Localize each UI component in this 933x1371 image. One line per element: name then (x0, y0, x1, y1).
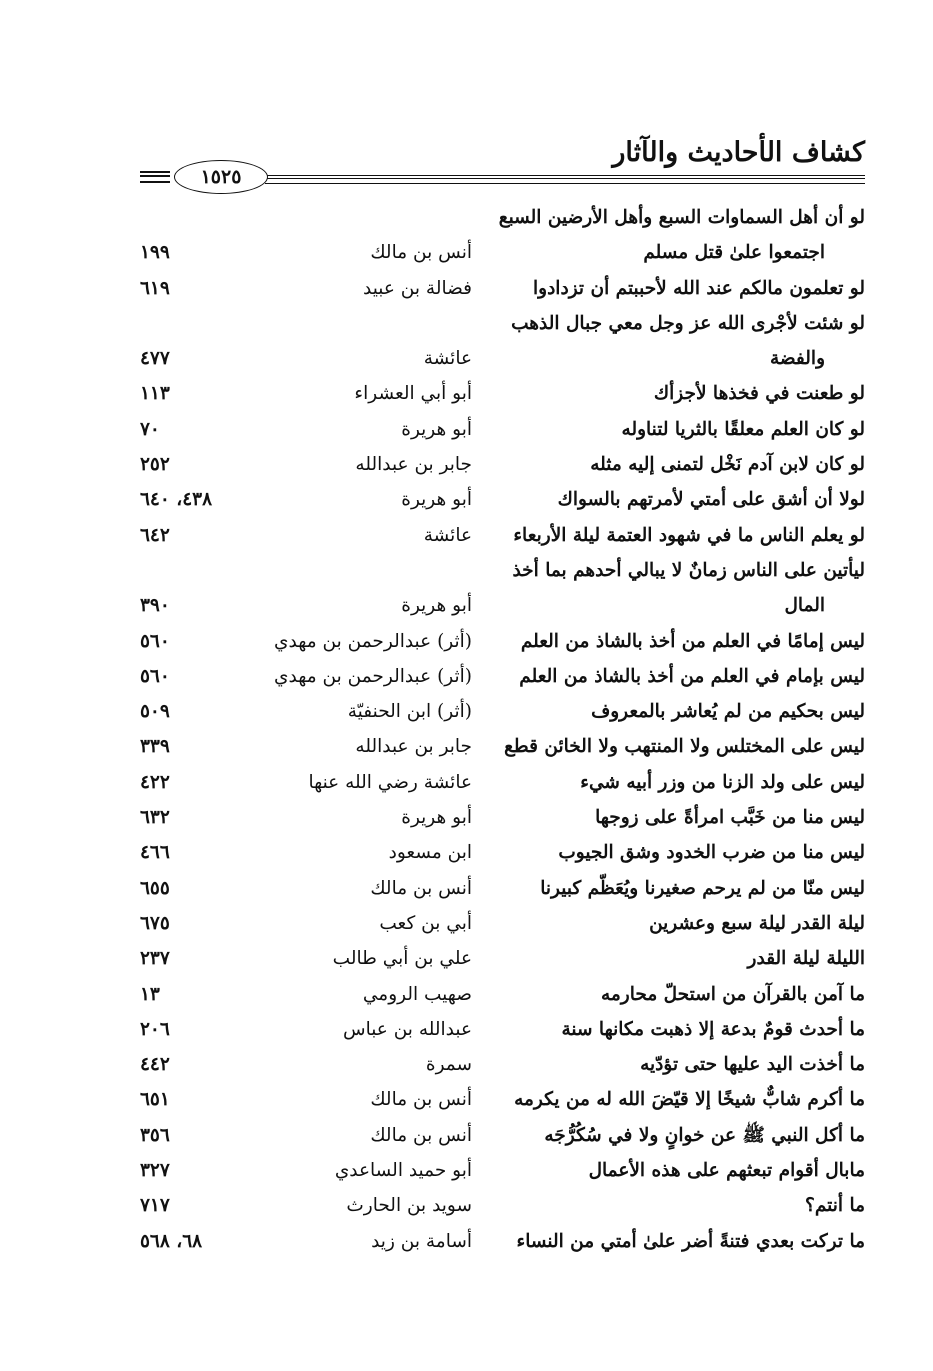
header-rule (265, 175, 865, 179)
page-refs: ٥٦٠ (140, 665, 170, 687)
hadith-text: المال (784, 595, 825, 617)
index-row (140, 1156, 865, 1191)
page-refs: ٦٥١ (140, 1089, 170, 1111)
narrator: عبدالله بن عباس (343, 1018, 472, 1040)
header-rule-left (140, 171, 170, 183)
hadith-text: ما أنتم؟ (805, 1195, 865, 1217)
hadith-text: ليس على المختلس ولا المنتهب ولا الخائن قطع (504, 736, 865, 758)
page-refs: ٣٩٠ (140, 595, 170, 617)
index-row (140, 521, 865, 556)
index-row (140, 1050, 865, 1085)
narrator: عائشة (423, 524, 472, 546)
hadith-text: ليس إمامًا في العلم من أخذ بالشاذ من العلم (520, 630, 865, 652)
page-header (140, 135, 865, 195)
hadith-text: ما تركت بعدي فتنةً أضر علىٰ أمتي من النساء (516, 1230, 865, 1252)
narrator: أنس بن مالك (370, 1089, 472, 1111)
page-refs: ٤٢٢ (140, 771, 170, 793)
hadith-text: ليس منّا من لم يرحم صغيرنا ويُعَظّم كبيرنا (540, 877, 865, 899)
hadith-text: ما أكل النبي ﷺ عن خوانٍ ولا في سُكُرُّجَه (544, 1124, 865, 1146)
hadith-text: ليس منا من ضرب الخدود وشق الجيوب (558, 842, 865, 864)
page-refs: ٢٥٢ (140, 454, 170, 476)
index-row (140, 591, 865, 626)
hadith-text: ليأتين على الناس زمانٌ لا يبالي أحدهم بما أخذ (512, 559, 865, 581)
index-row (140, 874, 865, 909)
narrator: أبو هريرة (401, 418, 472, 440)
page-refs: ٦١٩ (140, 277, 170, 299)
narrator: عائشة (423, 348, 472, 370)
index-row (140, 274, 865, 309)
index-row (140, 415, 865, 450)
hadith-text: مابال أقوام تبعثهم على هذه الأعمال (588, 1160, 865, 1182)
page-refs: ٣٣٩ (140, 736, 170, 758)
page-number: ١٥٢٥ (174, 160, 268, 194)
hadith-text: ليلة القدر ليلة سبع وعشرين (649, 912, 865, 934)
hadith-text: لو كان لابن آدم نَخْل لتمنى إليه مثله (590, 454, 865, 476)
index-row (140, 697, 865, 732)
index-row (140, 1015, 865, 1050)
narrator: أسامة بن زيد (371, 1230, 472, 1252)
index-row (140, 203, 865, 238)
narrator: أبو هريرة (401, 807, 472, 829)
page-refs: ٥٦٠ (140, 630, 170, 652)
hadith-index-list (140, 203, 865, 1262)
index-row (140, 803, 865, 838)
index-row (140, 980, 865, 1015)
narrator: ابن مسعود (388, 842, 472, 864)
page-refs: ٢٣٧ (140, 948, 170, 970)
narrator: (أثر) عبدالرحمن بن مهدي (274, 665, 472, 687)
page-refs: ٥٠٩ (140, 701, 170, 723)
narrator: جابر بن عبدالله (355, 454, 472, 476)
index-row (140, 344, 865, 379)
index-row (140, 732, 865, 767)
index-row (140, 627, 865, 662)
index-row (140, 309, 865, 344)
narrator: أبو أبي العشراء (354, 383, 472, 405)
hadith-text: لولا أن أشق على أمتي لأمرتهم بالسواك (557, 489, 865, 511)
index-row (140, 379, 865, 414)
hadith-text: اجتمعوا علىٰ قتل مسلم (643, 242, 825, 264)
page-refs: ١٣ (140, 983, 160, 1005)
narrator: (أثر) عبدالرحمن بن مهدي (274, 630, 472, 652)
page-refs: ٧٠ (140, 418, 160, 440)
page-refs: ٤٤٢ (140, 1054, 170, 1076)
narrator: سويد بن الحارث (346, 1195, 472, 1217)
narrator: (أثر) ابن الحنفيّة (347, 701, 472, 723)
index-row (140, 1227, 865, 1262)
index-row (140, 485, 865, 520)
hadith-text: والفضة (769, 348, 825, 370)
index-row (140, 909, 865, 944)
narrator: صهيب الرومي (362, 983, 472, 1005)
narrator: أبو حميد الساعدي (334, 1160, 472, 1182)
header-rule-thin (265, 183, 865, 184)
index-row (140, 1191, 865, 1226)
hadith-text: ما أخذت اليد عليها حتى تؤدّيه (640, 1054, 865, 1076)
hadith-text: ما أكرم شابٌّ شيخًا إلا قيّضَ الله له من يكرمه (514, 1089, 865, 1111)
index-row (140, 838, 865, 873)
page-refs: ٢٠٦ (140, 1018, 170, 1040)
page-refs: ٣٥٦ (140, 1124, 170, 1146)
page-refs: ٦٧٥ (140, 912, 170, 934)
page-refs: ٦٤٢ (140, 524, 170, 546)
page-refs: ١١٣ (140, 383, 170, 405)
narrator: عائشة رضي الله عنها (308, 771, 472, 793)
page-refs: ٤٣٨، ٦٤٠ (140, 489, 213, 511)
index-row (140, 768, 865, 803)
hadith-text: لو تعلمون مالكم عند الله لأحببتم أن تزدادوا (533, 277, 865, 299)
narrator: علي بن أبي طالب (332, 948, 472, 970)
page-refs: ٦٣٢ (140, 807, 170, 829)
hadith-text: ليس بحكيم من لم يُعاشر بالمعروف (591, 701, 865, 723)
hadith-text: ليس منا من خَبَّب امرأةً على زوجها (595, 807, 865, 829)
hadith-text: لو يعلم الناس ما في شهود العتمة ليلة الأربعاء (513, 524, 865, 546)
page-refs: ٤٦٦ (140, 842, 170, 864)
page-refs: ١٩٩ (140, 242, 170, 264)
narrator: أبو هريرة (401, 489, 472, 511)
narrator: أنس بن مالك (370, 1124, 472, 1146)
book-title: كشاف الأحاديث والآثار (612, 137, 865, 168)
hadith-text: ليس بإمام في العلم من أخذ بالشاذ من العلم (519, 665, 865, 687)
hadith-text: ليس على ولد الزنا من وزر أبيه شيء (580, 771, 865, 793)
header-rule-left-mid (140, 175, 170, 177)
index-row (140, 450, 865, 485)
index-row (140, 662, 865, 697)
page-refs: ٦٨، ٥٦٨ (140, 1230, 203, 1252)
page-refs: ٦٥٥ (140, 877, 170, 899)
hadith-text: ما أحدث قومٌ بدعة إلا ذهبت مكانها سنة (561, 1018, 865, 1040)
page-refs: ٣٢٧ (140, 1160, 170, 1182)
index-row (140, 556, 865, 591)
narrator: أبو هريرة (401, 595, 472, 617)
page-refs: ٤٧٧ (140, 348, 170, 370)
narrator: أنس بن مالك (370, 242, 472, 264)
narrator: سمرة (425, 1054, 472, 1076)
page-refs: ٧١٧ (140, 1195, 170, 1217)
narrator: أنس بن مالك (370, 877, 472, 899)
hadith-text: لو أن أهل السماوات السبع وأهل الأرضين السبع (498, 207, 865, 228)
hadith-text: لو طعنت في فخذها لأجزأك (653, 383, 865, 405)
hadith-text: ما آمن بالقرآن من استحلّ محارمه (600, 983, 865, 1005)
hadith-text: لو شئت لأجْرى الله عز وجل معي جبال الذهب (511, 312, 865, 334)
index-row (140, 1085, 865, 1120)
hadith-text: لو كان العلم معلقًا بالثريا لتناوله (621, 418, 865, 440)
index-row (140, 1121, 865, 1156)
index-row (140, 238, 865, 273)
narrator: جابر بن عبدالله (355, 736, 472, 758)
narrator: فضالة بن عبيد (363, 277, 472, 299)
hadith-text: الليلة ليلة القدر (747, 948, 865, 970)
index-row (140, 944, 865, 979)
narrator: أبي بن كعب (379, 912, 472, 934)
